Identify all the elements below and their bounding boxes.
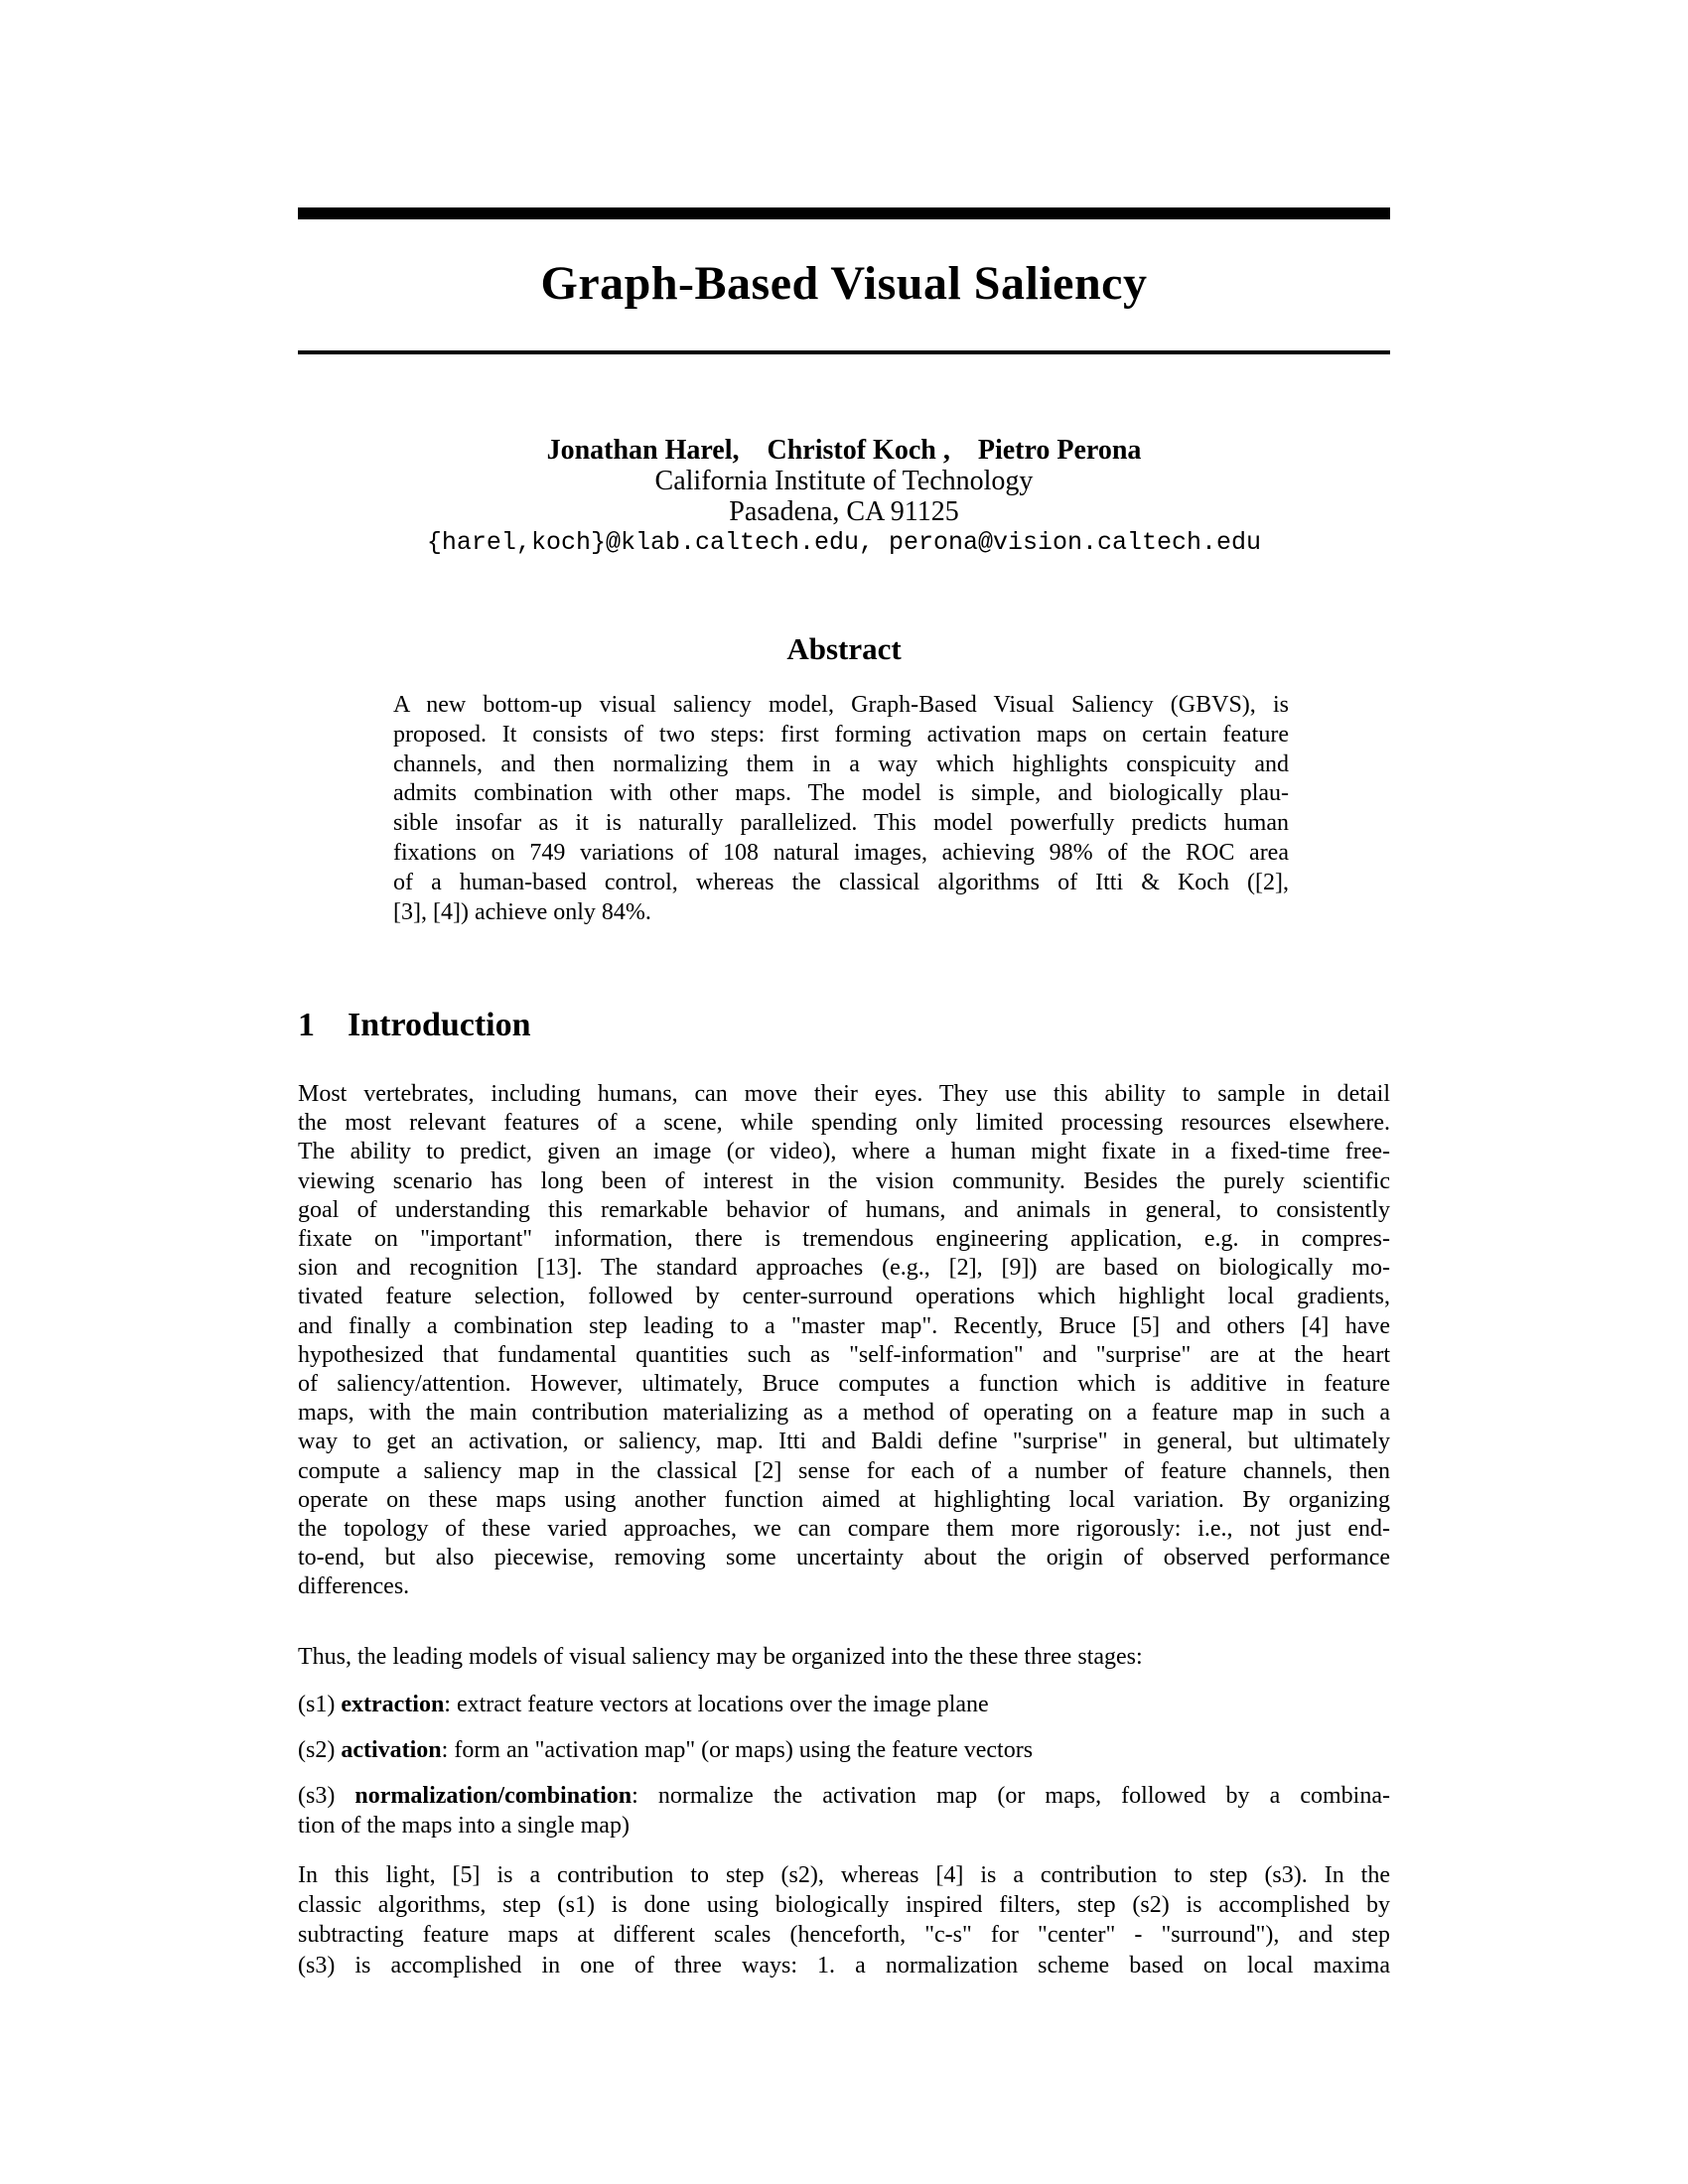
text-line: fixations on 749 variations of 108 natural images, achieving 98% of the ROC area [393, 839, 1289, 866]
text-line: operate on these maps using another function aimed at highlighting local variation. By organizing [298, 1486, 1390, 1513]
text-line: way to get an activation, or saliency, map. Itti and Baldi define "surprise" in general, but ultimately [298, 1429, 1390, 1455]
stage-prefix: (s1) [298, 1692, 342, 1717]
stage-term: activation [341, 1737, 442, 1763]
stage-item-s3 [298, 1782, 1390, 1841]
stage-term: normalization/combination [354, 1783, 633, 1809]
introduction-paragraph-1 [298, 1080, 1390, 1602]
stage-item-s2 [298, 1736, 1390, 1766]
stage-description: : extract feature vectors at locations over the image plane [444, 1692, 989, 1717]
text-line: sible insofar as it is naturally parallelized. This model powerfully predicts human [393, 810, 1289, 837]
paper-title: Graph-Based Visual Saliency [540, 257, 1148, 310]
text-line: viewing scenario has long been of interest in the vision community. Besides the purely scientific [298, 1167, 1390, 1194]
text-line: fixate on "important" information, there is tremendous engineering application, e.g. in compres- [298, 1226, 1390, 1253]
text-line: the topology of these varied approaches, we can compare them more rigorously: i.e., not just end- [298, 1516, 1390, 1543]
author-names: Jonathan Harel, Christof Koch , Pietro Perona [546, 435, 1142, 466]
text-line: compute a saliency map in the classical [2] sense for each of a number of feature channels, then [298, 1457, 1390, 1484]
stage-description: : form an "activation map" (or maps) using the feature vectors [441, 1737, 1034, 1763]
title-rule-bottom [298, 350, 1390, 354]
author-city: Pasadena, CA 91125 [729, 496, 959, 527]
stage-prefix: (s2) [298, 1737, 342, 1763]
author-emails: {harel,koch}@klab.caltech.edu, perona@vision.caltech.edu [426, 528, 1262, 557]
text-line: The ability to predict, given an image (or video), where a human might fixate in a fixed-time free- [298, 1139, 1390, 1165]
text-line: of saliency/attention. However, ultimately, Bruce computes a function which is additive in feature [298, 1371, 1390, 1398]
text-line: goal of understanding this remarkable behavior of humans, and animals in general, to consistently [298, 1196, 1390, 1223]
text-line: classic algorithms, step (s1) is done using biologically inspired filters, step (s2) is accomplished by [298, 1892, 1390, 1919]
stage-s3-line-1 [298, 1782, 1390, 1812]
stage-term: extraction [341, 1692, 445, 1717]
text-line: subtracting feature maps at different scales (henceforth, "c-s" for "center" - "surround"), and step [298, 1922, 1390, 1949]
text-line: In this light, [5] is a contribution to step (s2), whereas [4] is a contribution to step (s3). In the [298, 1862, 1390, 1888]
text-line: of a human-based control, whereas the classical algorithms of Itti & Koch ([2], [393, 869, 1289, 895]
text-line: [3], [4]) achieve only 84%. [393, 898, 651, 925]
author-block [298, 435, 1390, 558]
abstract-body [393, 691, 1289, 927]
stage-prefix: (s3) [298, 1783, 355, 1809]
section-title: Introduction [348, 1007, 531, 1043]
author-affiliation: California Institute of Technology [654, 466, 1034, 496]
section-heading-introduction [298, 1007, 1390, 1044]
text-line: differences. [298, 1573, 410, 1600]
text-line: the most relevant features of a scene, while spending only limited processing resources elsewhere. [298, 1110, 1390, 1137]
text-line: Most vertebrates, including humans, can move their eyes. They use this ability to sample in detail [298, 1081, 1390, 1107]
abstract-heading: Abstract [786, 631, 902, 666]
text-line: channels, and then normalizing them in a way which highlights conspicuity and [393, 751, 1289, 777]
title-rule-top [298, 207, 1390, 219]
text-line: hypothesized that fundamental quantities such as "self-information" and "surprise" are at the heart [298, 1341, 1390, 1368]
stage-description: : normalize the activation map (or maps, followed by a combina- [632, 1783, 1390, 1809]
text-line: sion and recognition [13]. The standard approaches (e.g., [2], [9]) are based on biologically mo- [298, 1255, 1390, 1282]
text-line: tivated feature selection, followed by center-surround operations which highlight local gradients, [298, 1284, 1390, 1310]
text-line: maps, with the main contribution materializing as a method of operating on a feature map in such a [298, 1400, 1390, 1427]
text-line: to-end, but also piecewise, removing some uncertainty about the origin of observed performance [298, 1545, 1390, 1571]
stage-s3-line-2: tion of the maps into a single map) [298, 1812, 630, 1839]
section-number: 1 [298, 1007, 315, 1043]
text-line: and finally a combination step leading to a "master map". Recently, Bruce [5] and others [4] have [298, 1312, 1390, 1339]
stages-intro-line: Thus, the leading models of visual saliency may be organized into the these three stages: [298, 1644, 1143, 1670]
text-line: A new bottom-up visual saliency model, Graph-Based Visual Saliency (GBVS), is [393, 692, 1289, 718]
text-line: proposed. It consists of two steps: first forming activation maps on certain feature [393, 721, 1289, 748]
introduction-paragraph-2 [298, 1860, 1390, 1980]
text-line: (s3) is accomplished in one of three ways: 1. a normalization scheme based on local maxima [298, 1952, 1390, 1979]
text-line: admits combination with other maps. The model is simple, and biologically plau- [393, 780, 1289, 807]
stage-item-s1 [298, 1691, 1390, 1720]
